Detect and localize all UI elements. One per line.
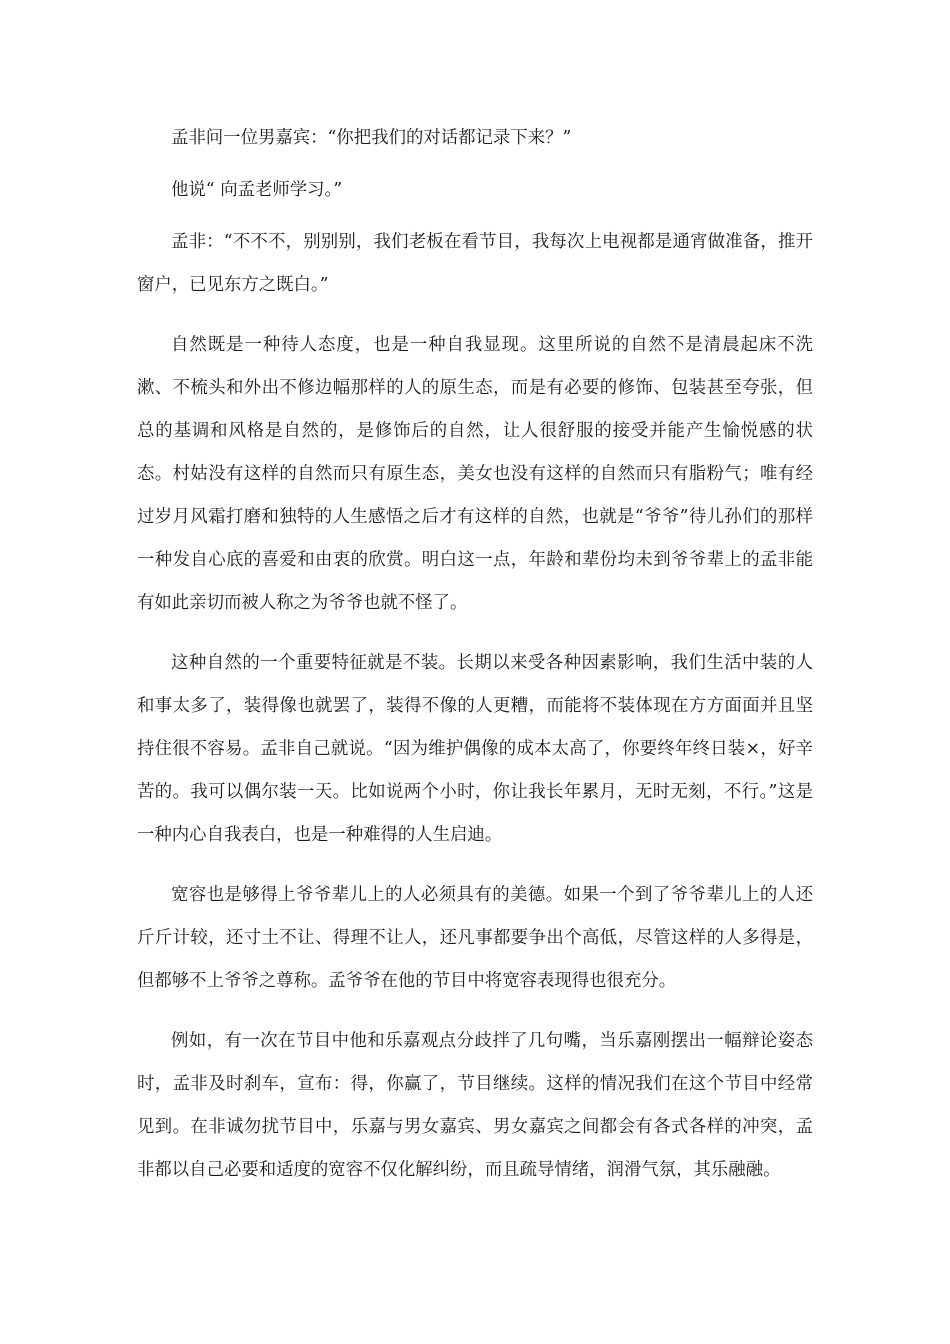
document-body [137, 124, 813, 1192]
paragraph-3: 孟非：“不不不，别别别，我们老板在看节目，我每次上电视都是通宵做准备，推开窗户，已见东方之既白。” [137, 232, 813, 295]
paragraph-2: 他说“ 向孟老师学习。” [171, 180, 343, 200]
paragraph-7: 例如，有一次在节目中他和乐嘉观点分歧拌了几句嘴，当乐嘉刚摆出一幅辩论姿态时，孟非及时刹车，宣布：得，你赢了，节目继续。这样的情况我们在这个节目中经常见到。在非诚勿扰节目中，乐嘉与男女嘉宾、男女嘉宾之间都会有各式各样的冲突，孟非都以自己必要和适度的宽容不仅化解纠纷，而且疏导情绪，润滑气氛，其乐融融。 [137, 1031, 813, 1180]
paragraph-5: 这种自然的一个重要特征就是不装。长期以来受各种因素影响，我们生活中装的人和事太多了，装得像也就罢了，装得不像的人更糟，而能将不装体现在方方面面并且坚持住很不容易。孟非自己就说。“因为维护偶像的成本太高了，你要终年终日装×，好辛苦的。我可以偶尔装一天。比如说两个小时，你让我长年累月，无时无刻，不行。”这是一种内心自我表白，也是一种难得的人生启迪。 [137, 653, 813, 845]
paragraph-6: 宽容也是够得上爷爷辈儿上的人必须具有的美德。如果一个到了爷爷辈儿上的人还斤斤计较，还寸土不让、得理不让人，还凡事都要争出个高低，尽管这样的人多得是，但都够不上爷爷之尊称。孟爷爷在他的节目中将宽容表现得也很充分。 [137, 885, 813, 991]
paragraph-4: 自然既是一种待人态度，也是一种自我显现。这里所说的自然不是清晨起床不洗漱、不梳头和外出不修边幅那样的人的原生态，而是有必要的修饰、包装甚至夸张，但总的基调和风格是自然的，是修饰后的自然，让人很舒服的接受并能产生愉悦感的状态。村姑没有这样的自然而只有原生态，美女也没有这样的自然而只有脂粉气；唯有经过岁月风霜打磨和独特的人生感悟之后才有这样的自然，也就是“爷爷”待儿孙们的那样一种发自心底的喜爱和由衷的欣赏。明白这一点，年龄和辈份均未到爷爷辈上的孟非能有如此亲切而被人称之为爷爷也就不怪了。 [137, 335, 813, 613]
paragraph-1: 孟非问一位男嘉宾：“你把我们的对话都记录下来？” [171, 128, 572, 148]
